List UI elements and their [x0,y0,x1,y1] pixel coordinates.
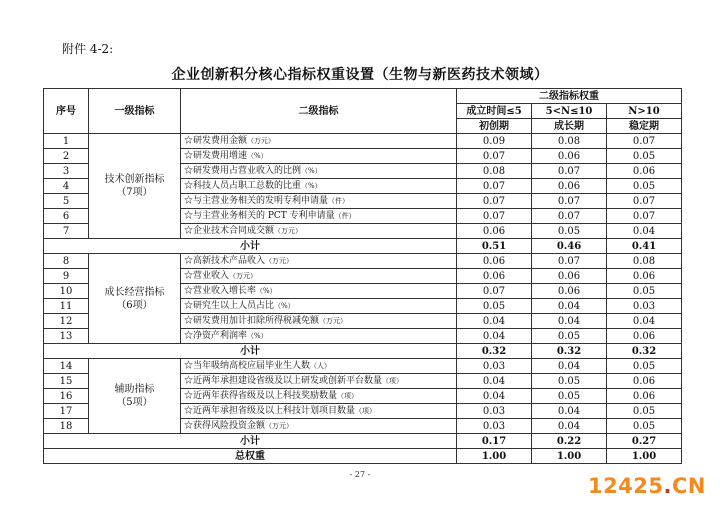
subtotal-value-1: 0.32 [457,344,532,359]
weight-value-2: 0.04 [532,299,607,314]
indicator-name [181,164,457,179]
weight-value-1: 0.03 [457,419,532,434]
indicator-label: ☆研发费用金额 [184,135,248,146]
category-name: 技术创新指标 [104,174,165,185]
indicator-label: ☆研发费用加计扣除所得税减免额 [184,315,320,326]
indicator-unit: （万元） [247,136,276,145]
indicator-name [181,329,457,344]
weight-value-1: 0.04 [457,389,532,404]
weight-value-3: 0.05 [607,359,682,374]
weight-value-3: 0.06 [607,374,682,389]
row-number: 2 [44,149,89,164]
weight-value-3: 0.06 [607,164,682,179]
weight-value-3: 0.05 [607,419,682,434]
row-number: 10 [44,284,89,299]
total-value-2: 1.00 [532,449,607,464]
weight-value-3: 0.03 [607,299,682,314]
weight-value-2: 0.07 [532,194,607,209]
header-level2: 二级指标 [181,89,457,134]
indicator-unit: （件） [334,211,356,220]
indicator-label: ☆研发费用占营业收入的比例 [184,165,302,176]
weight-value-1: 0.04 [457,374,532,389]
weight-value-1: 0.08 [457,164,532,179]
header-stage-2: 成长期 [532,119,607,134]
subtotal-value-3: 0.41 [607,239,682,254]
indicator-name [181,224,457,239]
indicator-name [181,179,457,194]
indicator-unit: （项） [382,376,404,385]
page-title: 企业创新积分核心指标权重设置（生物与新医药技术领域） [171,67,549,83]
category-cell [89,134,181,239]
indicator-name [181,209,457,224]
indicator-name [181,149,457,164]
weight-value-3: 0.07 [607,209,682,224]
weight-value-2: 0.07 [532,164,607,179]
indicator-name [181,314,457,329]
indicator-label: ☆近两年获得省级及以上科技奖励数量 [184,390,338,401]
indicator-unit: （万元） [274,226,303,235]
weight-value-1: 0.07 [457,194,532,209]
indicator-unit: （万元） [229,271,258,280]
weight-value-2: 0.04 [532,404,607,419]
total-value-1: 1.00 [457,449,532,464]
subtotal-label: 小计 [44,239,457,254]
weight-value-3: 0.07 [607,134,682,149]
indicator-unit: （项） [355,406,377,415]
header-time-1: 成立时间≤5 [457,104,532,119]
weight-value-2: 0.04 [532,419,607,434]
indicator-name [181,134,457,149]
indicator-label: ☆营业收入 [184,270,230,281]
category-cell [89,359,181,434]
indicator-name [181,269,457,284]
weight-value-2: 0.04 [532,314,607,329]
subtotal-label: 小计 [44,344,457,359]
indicator-unit: （人） [310,361,332,370]
indicator-unit: （%） [301,166,322,175]
subtotal-row [44,344,682,359]
row-number: 18 [44,419,89,434]
weight-value-3: 0.05 [607,284,682,299]
weight-value-1: 0.05 [457,299,532,314]
indicator-label: ☆与主营业务相关的发明专利申请量 [184,195,329,206]
row-number: 17 [44,404,89,419]
indicator-name [181,419,457,434]
indicator-name [181,389,457,404]
weight-value-2: 0.08 [532,134,607,149]
subtotal-value-1: 0.17 [457,434,532,449]
weight-value-2: 0.07 [532,254,607,269]
weight-value-3: 0.04 [607,314,682,329]
indicator-unit: （项） [337,391,359,400]
indicator-unit: （万元） [265,256,294,265]
category-count: （7项） [116,187,153,198]
category-count: （6项） [116,299,153,311]
weight-value-1: 0.06 [457,269,532,284]
subtotal-value-3: 0.27 [607,434,682,449]
weight-value-2: 0.05 [532,329,607,344]
weight-value-1: 0.06 [457,224,532,239]
row-number: 6 [44,209,89,224]
row-number: 3 [44,164,89,179]
row-number: 12 [44,314,89,329]
header-weight-group: 二级指标权重 [457,89,682,104]
watermark-suffix: CN [672,474,706,498]
row-number: 11 [44,299,89,314]
table-row [44,134,682,149]
watermark-main: 12425 [587,474,664,498]
header-row-1 [44,89,682,104]
weight-value-1: 0.07 [457,149,532,164]
indicator-unit: （%） [256,286,277,295]
indicator-name [181,299,457,314]
total-value-3: 1.00 [607,449,682,464]
subtotal-value-3: 0.32 [607,344,682,359]
header-level1: 一级指标 [89,89,181,134]
weight-value-3: 0.06 [607,329,682,344]
weight-value-1: 0.09 [457,134,532,149]
weight-value-3: 0.04 [607,224,682,239]
weight-value-2: 0.06 [532,179,607,194]
indicator-name [181,194,457,209]
indicator-label: ☆研发费用增速 [184,150,248,161]
site-watermark [588,474,706,498]
indicator-name [181,359,457,374]
weight-value-1: 0.07 [457,284,532,299]
indicator-unit: （万元） [319,316,348,325]
header-stage-3: 稳定期 [607,119,682,134]
indicator-unit: （%） [301,181,322,190]
weight-value-1: 0.07 [457,179,532,194]
watermark-dot: . [663,474,672,498]
row-number: 14 [44,359,89,374]
indicator-name [181,254,457,269]
subtotal-row [44,239,682,254]
weight-value-1: 0.04 [457,314,532,329]
indicator-label: ☆获得风险投资金额 [184,420,266,431]
subtotal-value-2: 0.46 [532,239,607,254]
weight-value-3: 0.08 [607,254,682,269]
indicator-label: ☆研究生以上人员占比 [184,300,275,311]
weight-value-1: 0.04 [457,329,532,344]
indicator-label: ☆企业技术合同成交额 [184,225,275,236]
indicator-unit: （万元） [265,421,294,430]
indicator-label: ☆高新技术产品收入 [184,255,266,266]
indicator-label: ☆科技人员占职工总数的比重 [184,180,302,191]
indicator-unit: （%） [247,151,268,160]
weight-value-2: 0.06 [532,149,607,164]
total-row [44,449,682,464]
category-name: 成长经营指标 [104,286,165,298]
weight-value-3: 0.06 [607,269,682,284]
weight-value-2: 0.05 [532,224,607,239]
header-seq: 序号 [44,89,89,134]
indicator-label: ☆近两年承担建设省级及以上研发或创新平台数量 [184,375,383,386]
indicator-label: ☆当年吸纳高校应届毕业生人数 [184,360,311,371]
table-row [44,254,682,269]
weight-value-2: 0.07 [532,209,607,224]
category-count: （5项） [116,397,153,408]
category-cell [89,254,181,344]
weight-value-1: 0.03 [457,404,532,419]
table-row [44,359,682,374]
indicator-unit: （件） [328,196,350,205]
attachment-label: 附件 4-2: [62,42,114,56]
subtotal-value-2: 0.32 [532,344,607,359]
indicator-name [181,374,457,389]
indicator-label: ☆与主营业务相关的 PCT 专利申请量 [184,210,335,221]
indicator-name [181,404,457,419]
indicator-unit: （%） [274,301,295,310]
indicator-name [181,284,457,299]
weight-value-1: 0.06 [457,254,532,269]
row-number: 9 [44,269,89,284]
weight-value-3: 0.07 [607,194,682,209]
header-time-3: N>10 [607,104,682,119]
weight-value-3: 0.05 [607,149,682,164]
weight-value-1: 0.03 [457,359,532,374]
weight-value-2: 0.06 [532,269,607,284]
indicator-unit: （%） [247,331,268,340]
weight-value-2: 0.05 [532,389,607,404]
weight-value-2: 0.04 [532,359,607,374]
subtotal-value-1: 0.51 [457,239,532,254]
header-time-2: 5<N≤10 [532,104,607,119]
weight-value-3: 0.06 [607,389,682,404]
page-number: - 27 - [349,470,371,479]
row-number: 1 [44,134,89,149]
header-stage-1: 初创期 [457,119,532,134]
weight-value-3: 0.05 [607,404,682,419]
subtotal-value-2: 0.22 [532,434,607,449]
category-name: 辅助指标 [114,384,155,395]
subtotal-row [44,434,682,449]
row-number: 7 [44,224,89,239]
indicator-label: ☆营业收入增长率 [184,285,257,296]
total-label: 总权重 [44,449,457,464]
weight-value-2: 0.05 [532,374,607,389]
indicator-label: ☆净资产利润率 [184,330,248,341]
weight-table [43,88,682,464]
subtotal-label: 小计 [44,434,457,449]
weight-value-2: 0.06 [532,284,607,299]
row-number: 5 [44,194,89,209]
row-number: 8 [44,254,89,269]
row-number: 15 [44,374,89,389]
row-number: 4 [44,179,89,194]
weight-value-1: 0.07 [457,209,532,224]
indicator-label: ☆近两年承担省级及以上科技计划项目数量 [184,405,356,416]
row-number: 16 [44,389,89,404]
row-number: 13 [44,329,89,344]
weight-value-3: 0.05 [607,179,682,194]
